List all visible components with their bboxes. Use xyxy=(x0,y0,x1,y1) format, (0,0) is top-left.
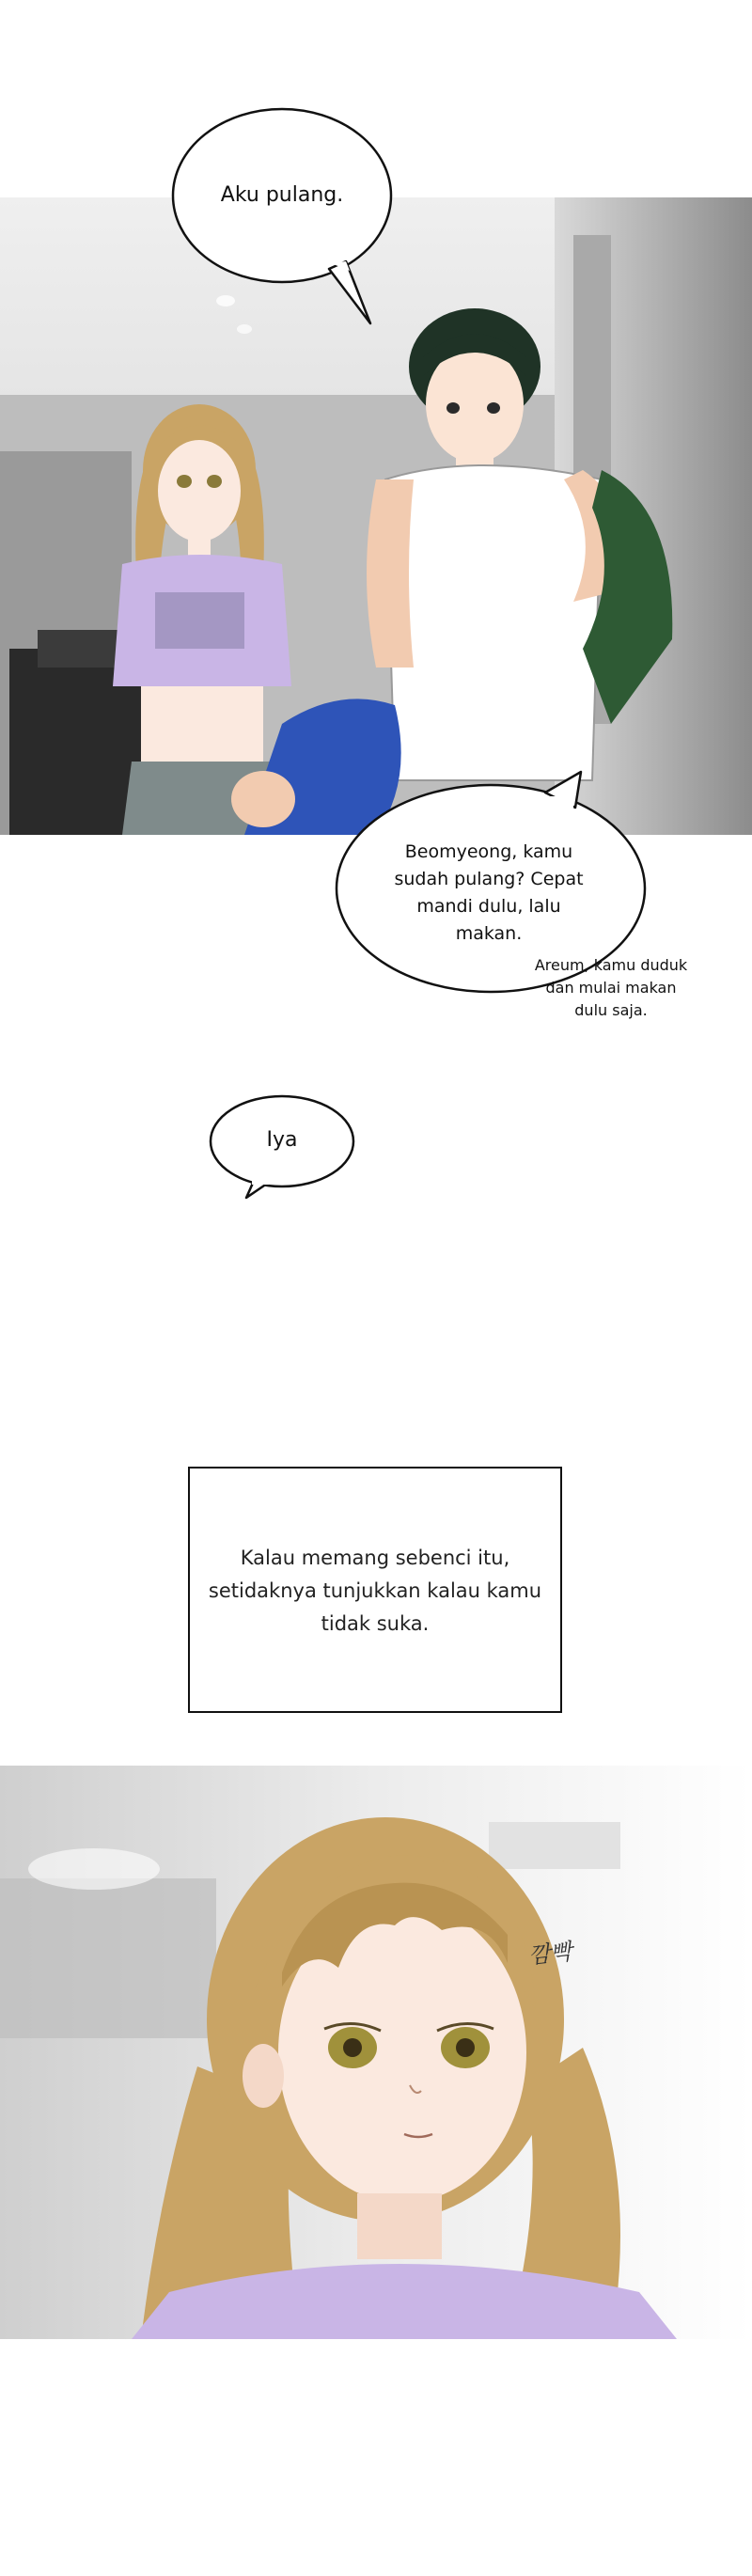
speech-bubble-second-text: Beomyeong, kamu sudah pulang? Cepat mandi dulu, lalu makan. xyxy=(394,841,584,944)
speech-bubble-first xyxy=(162,102,425,337)
sfx-blink: 깜빡 xyxy=(526,1938,573,1970)
speech-bubble-third-text: Iya xyxy=(266,1128,298,1152)
narration-box-text: Kalau memang sebenci itu, setidaknya tunjukkan kalau kamu tidak suka. xyxy=(208,1547,542,1635)
bottom-scene-illustration xyxy=(0,1766,752,2339)
speech-bubble-first-text: Aku pulang. xyxy=(220,183,344,207)
bottom-panel xyxy=(0,1766,752,2339)
speech-bubble-second-aside: Areum, kamu duduk dan mulai makan dulu saja. xyxy=(534,956,688,1019)
